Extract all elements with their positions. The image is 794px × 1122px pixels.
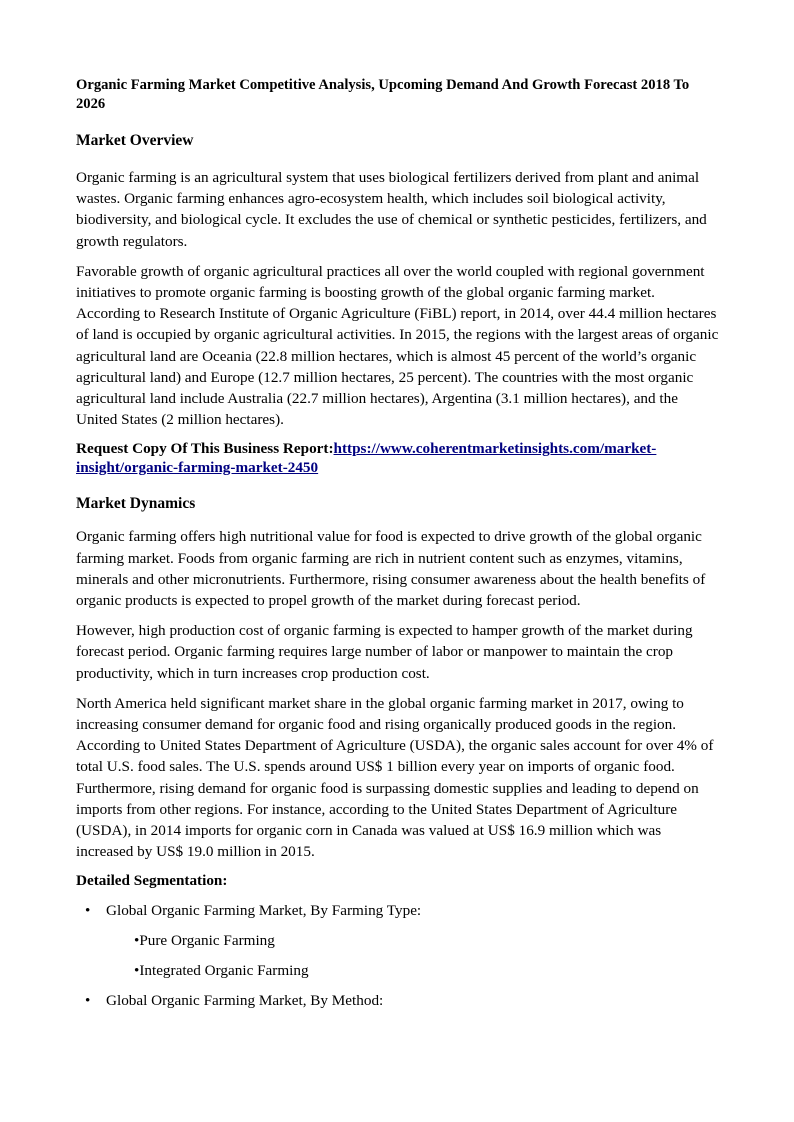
segment-label: Global Organic Farming Market, By Method:: [106, 992, 384, 1010]
request-copy-label: Request Copy Of This Business Report:: [76, 440, 334, 458]
market-overview-heading: Market Overview: [76, 132, 194, 149]
report-link[interactable]: https://www.coherentmarketinsights.com/market-insight/organic-farming-market-2450: [76, 440, 657, 477]
detailed-segmentation-heading: Detailed Segmentation:: [76, 872, 228, 890]
segment-subitem: •Pure Organic Farming: [134, 932, 275, 950]
bullet-icon: •: [85, 902, 91, 920]
overview-paragraph-2: Favorable growth of organic agricultural practices all over the world coupled with regional government initiatives to promote organic farming is boosting growth of the global organic farming market. According to Research Institute of Organic Agriculture (FiBL) report, in 2014, over 44.4 million hectares of land is occupied by organic agricultural activities. In 2015, the regions with the largest areas of organic agricultural land are Oceania (22.8 million hectares, which is almost 45 percent of the world’s organic agricultural land) and Europe (12.7 million hectares, 25 percent). The countries with the most organic agricultural land include Australia (22.7 million hectares), Argentina (3.1 million hectares), and the United States (2 million hectares).: [76, 262, 719, 429]
dynamics-paragraph-1: Organic farming offers high nutritional value for food is expected to drive growth of the global organic farming market. Foods from organic farming are rich in nutrient content such as enzymes, vitamins, minerals and other micronutrients. Furthermore, rising consumer awareness about the health benefits of organic products is expected to propel growth of the market during forecast period.: [76, 528, 706, 610]
segment-label: Global Organic Farming Market, By Farming Type:: [106, 902, 422, 920]
overview-paragraph-1: Organic farming is an agricultural system that uses biological fertilizers derived from plant and animal wastes. Organic farming enhances agro-ecosystem health, which includes soil biological activity, biodiversity, and biological cycle. It excludes the use of chemical or synthetic pesticides, fertilizers, and growth regulators.: [76, 169, 707, 250]
document-page: [76, 76, 721, 1021]
bullet-icon: •: [85, 992, 91, 1010]
segment-list-item: [76, 991, 721, 1010]
segment-subitem: •Integrated Organic Farming: [134, 962, 309, 980]
dynamics-paragraph-2: However, high production cost of organic farming is expected to hamper growth of the market during forecast period. Organic farming requires large number of labor or manpower to maintain the crop productivity, which in turn increases crop production cost.: [76, 622, 693, 682]
segment-list-item: [76, 901, 721, 920]
dynamics-paragraph-3: North America held significant market share in the global organic farming market in 2017, owing to increasing consumer demand for organic food and rising organically produced goods in the region. According to United States Department of Agriculture (USDA), the organic sales account for over 4% of total U.S. food sales. The U.S. spends around US$ 1 billion every year on imports of organic food. Furthermore, rising demand for organic food is surpassing domestic supplies and leading to depend on imports from other regions. For instance, according to the United States Department of Agriculture (USDA), in 2014 imports for organic corn in Canada was valued at US$ 16.9 million which was increased by US$ 19.0 million in 2015.: [76, 694, 714, 861]
document-title: Organic Farming Market Competitive Analysis, Upcoming Demand And Growth Forecast 2018 To 2026: [76, 77, 690, 112]
request-copy-line: [76, 439, 721, 477]
market-dynamics-heading: Market Dynamics: [76, 495, 196, 513]
